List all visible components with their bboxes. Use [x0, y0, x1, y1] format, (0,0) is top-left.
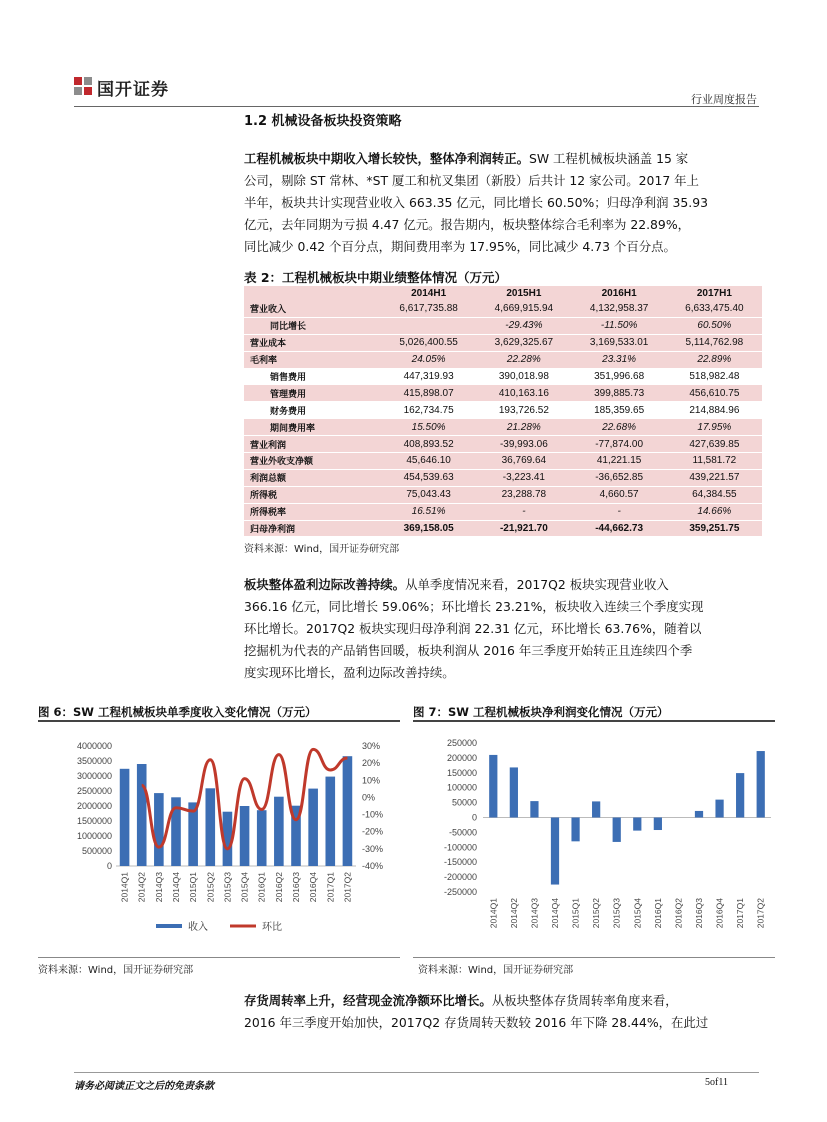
table-row — [244, 402, 762, 419]
table-cell: 193,726.52 — [476, 402, 571, 419]
table-row — [244, 520, 762, 537]
net-profit-bar — [592, 801, 600, 817]
y-right-tick-label: 20% — [362, 758, 381, 769]
report-type: 行业周度报告 — [691, 93, 757, 106]
table-cell: 23,288.78 — [476, 486, 571, 503]
y-left-tick-label: 2500000 — [76, 786, 112, 796]
table-row — [244, 453, 762, 470]
y-left-tick-label: 1000000 — [76, 831, 112, 841]
net-profit-bar — [695, 811, 703, 818]
table-header-cell: 2015H1 — [476, 286, 571, 301]
table-cell: 399,885.73 — [572, 385, 667, 402]
footer-rule — [74, 1072, 759, 1073]
net-profit-bar — [551, 818, 559, 885]
table-cell: 214,884.96 — [667, 402, 762, 419]
table-cell: 390,018.98 — [476, 368, 571, 385]
y-left-tick-label: 2000000 — [76, 801, 112, 811]
y-right-tick-label: 10% — [362, 775, 381, 786]
x-tick-label: 2014Q4 — [171, 872, 181, 903]
table-cell: 16.51% — [381, 503, 476, 520]
table-cell: 4,132,958.37 — [572, 301, 667, 317]
net-profit-bar — [633, 818, 641, 831]
table-cell: 410,163.16 — [476, 385, 571, 402]
table-cell: -29.43% — [476, 317, 571, 334]
table-cell: 454,539.63 — [381, 469, 476, 486]
y-left-tick-label: 0 — [106, 861, 112, 871]
paragraph-3-lead: 存货周转率上升，经营现金流净额环比增长。 — [244, 993, 492, 1008]
table-cell: 75,043.43 — [381, 486, 476, 503]
table-row-label: 管理费用 — [244, 385, 381, 402]
paragraph-2-line: 度实现环比增长，盈利边际改善持续。 — [244, 665, 455, 680]
y-right-tick-label: 0% — [362, 792, 376, 803]
x-tick-label: 2014Q2 — [136, 872, 147, 903]
table-cell: 351,996.68 — [572, 368, 667, 385]
table-cell: 185,359.65 — [572, 402, 667, 419]
table-cell: -77,874.00 — [572, 436, 667, 453]
paragraph-2-line: 环比增长。2017Q2 板块实现归母净利润 22.31 亿元，环比增长 63.76%，随着以 — [244, 621, 702, 636]
table-row-label: 营业成本 — [244, 334, 381, 351]
table-cell: 369,158.05 — [381, 520, 476, 537]
x-tick-label: 2016Q2 — [273, 872, 284, 903]
y-tick-label: -250000 — [443, 887, 477, 897]
y-tick-label: 250000 — [446, 738, 477, 748]
table-cell: 415,898.07 — [381, 385, 476, 402]
figure-6-caption: 图 6：SW 工程机械板块单季度收入变化情况（万元） — [38, 705, 317, 719]
table-cell: 22.28% — [476, 351, 571, 368]
brand-logo-icon — [74, 77, 92, 95]
page-number: 5of11 — [705, 1077, 728, 1088]
x-tick-label: 2015Q3 — [611, 898, 622, 929]
table-cell: 24.05% — [381, 351, 476, 368]
revenue-bar — [325, 777, 335, 866]
table-row — [244, 351, 762, 368]
y-tick-label: -200000 — [443, 872, 477, 883]
x-tick-label: 2014Q1 — [488, 898, 499, 929]
paragraph-2 — [244, 574, 764, 684]
table-cell: - — [476, 503, 571, 520]
table-cell: 60.50% — [667, 317, 762, 334]
x-tick-label: 2016Q3 — [694, 898, 704, 929]
net-profit-bar — [736, 773, 744, 817]
x-tick-label: 2014Q3 — [153, 872, 164, 903]
table-cell: 447,319.93 — [381, 368, 476, 385]
y-right-tick-label: -30% — [362, 843, 384, 854]
x-tick-label: 2016Q4 — [714, 898, 725, 929]
table-row-label: 归母净利润 — [244, 520, 381, 537]
net-profit-bar — [757, 751, 765, 817]
paragraph-3-line: 2016 年三季度开始加快，2017Q2 存货周转天数较 2016 年下降 28.44%，在此过 — [244, 1015, 709, 1030]
table-cell: 439,221.57 — [667, 469, 762, 486]
paragraph-3-line: 从板块整体存货周转率角度来看， — [491, 993, 678, 1008]
table-row — [244, 436, 762, 453]
table-cell: 5,026,400.55 — [381, 334, 476, 351]
paragraph-2-line: 从单季度情况来看，2017Q2 板块实现营业收入 — [405, 577, 669, 592]
table-row-label: 财务费用 — [244, 402, 381, 419]
legend-label-revenue: 收入 — [188, 922, 208, 933]
net-profit-bar — [489, 755, 497, 818]
revenue-bar — [343, 756, 353, 866]
x-tick-label: 2016Q1 — [652, 898, 663, 929]
table-row — [244, 301, 762, 317]
x-tick-label: 2015Q4 — [632, 898, 643, 929]
net-profit-bar — [571, 818, 579, 842]
revenue-bar — [274, 797, 284, 866]
x-tick-label: 2014Q2 — [508, 898, 519, 929]
table-cell: -11.50% — [572, 317, 667, 334]
table-cell: -36,652.85 — [572, 469, 667, 486]
table-row-label: 期间费用率 — [244, 419, 381, 436]
y-tick-label: -150000 — [443, 857, 477, 868]
table-cell: 427,639.85 — [667, 436, 762, 453]
table-cell: 3,629,325.67 — [476, 334, 571, 351]
paragraph-2-line: 挖掘机为代表的产品销售回暖，板块利润从 2016 年三季度开始转正且连续四个季 — [244, 643, 693, 658]
revenue-bar — [154, 793, 164, 866]
table-row-label: 同比增长 — [244, 317, 381, 334]
table-cell: 14.66% — [667, 503, 762, 520]
figure-6-chart — [38, 724, 400, 956]
table-row-label: 毛利率 — [244, 351, 381, 368]
table-header-cell: 2017H1 — [667, 286, 762, 301]
y-left-tick-label: 3000000 — [76, 771, 112, 781]
y-tick-label: 150000 — [446, 767, 477, 778]
y-tick-label: -100000 — [443, 842, 477, 853]
table-cell: 22.89% — [667, 351, 762, 368]
x-tick-label: 2015Q2 — [591, 898, 602, 929]
figure-7-chart — [413, 724, 775, 956]
table-cell: 4,660.57 — [572, 486, 667, 503]
legend-label-qoq: 环比 — [262, 922, 282, 933]
table-row-label: 销售费用 — [244, 368, 381, 385]
paragraph-1-line: 半年，板块共计实现营业收入 663.35 亿元，同比增长 60.50%；归母净利润 35.93 — [244, 195, 708, 210]
table-cell: 17.95% — [667, 419, 762, 436]
table-cell: -44,662.73 — [572, 520, 667, 537]
brand-name: 国开证券 — [97, 80, 169, 100]
table-row-label: 所得税 — [244, 486, 381, 503]
y-tick-label: 0 — [471, 812, 477, 823]
revenue-bar — [308, 789, 318, 866]
table-cell: 3,169,533.01 — [572, 334, 667, 351]
revenue-bar — [257, 810, 267, 866]
table-row-label: 所得税率 — [244, 503, 381, 520]
net-profit-bar — [654, 818, 662, 831]
net-profit-bar — [530, 801, 538, 817]
x-tick-label: 2015Q4 — [239, 872, 250, 903]
table-header-cell: 2016H1 — [572, 286, 667, 301]
table-cell: 23.31% — [572, 351, 667, 368]
x-tick-label: 2014Q4 — [550, 898, 560, 929]
table-row-label: 营业收入 — [244, 301, 381, 317]
header-rule — [74, 106, 759, 107]
y-right-tick-label: -20% — [362, 826, 384, 837]
x-tick-label: 2017Q1 — [325, 872, 336, 903]
x-tick-label: 2017Q2 — [755, 898, 766, 929]
table-cell: 359,251.75 — [667, 520, 762, 537]
table-row — [244, 334, 762, 351]
x-tick-label: 2017Q1 — [735, 898, 746, 929]
net-profit-bar — [510, 767, 518, 817]
table-row — [244, 486, 762, 503]
table-row — [244, 469, 762, 486]
table-cell: 45,646.10 — [381, 453, 476, 470]
table-caption: 表 2：工程机械板块中期业绩整体情况（万元） — [244, 270, 508, 285]
y-left-tick-label: 4000000 — [76, 741, 112, 751]
table-header-cell — [244, 286, 381, 301]
table-row — [244, 368, 762, 385]
x-tick-label: 2015Q1 — [188, 872, 199, 903]
table-row — [244, 385, 762, 402]
table-cell: 4,669,915.94 — [476, 301, 571, 317]
y-tick-label: 50000 — [451, 797, 477, 808]
table-cell: 6,633,475.40 — [667, 301, 762, 317]
x-tick-label: 2017Q2 — [342, 872, 353, 903]
financial-table — [244, 286, 762, 537]
net-profit-bar — [715, 800, 723, 818]
table-cell: -3,223.41 — [476, 469, 571, 486]
y-tick-label: -50000 — [448, 827, 477, 838]
section-title: 1.2 机械设备板块投资策略 — [244, 114, 402, 129]
paragraph-1 — [244, 148, 764, 258]
y-right-tick-label: -10% — [362, 809, 384, 820]
x-tick-label: 2016Q3 — [291, 872, 301, 903]
table-header-row — [244, 286, 762, 301]
figure-6-rule — [38, 720, 400, 722]
table-header-cell: 2014H1 — [381, 286, 476, 301]
figure-7-rule — [413, 720, 775, 722]
paragraph-1-line: 公司，剔除 ST 常林、*ST 厦工和杭叉集团（新股）后共计 12 家公司。2017 年上 — [244, 173, 699, 188]
table-cell: 6,617,735.88 — [381, 301, 476, 317]
table-cell: - — [572, 503, 667, 520]
table-cell: 41,221.15 — [572, 453, 667, 470]
paragraph-1-lead: 工程机械板块中期收入增长较快，整体净利润转正。 — [244, 151, 529, 166]
figure-6-bottom-rule — [38, 957, 400, 958]
x-tick-label: 2014Q3 — [529, 898, 540, 929]
table-cell: 64,384.55 — [667, 486, 762, 503]
revenue-bar — [137, 764, 147, 866]
table-cell: 22.68% — [572, 419, 667, 436]
x-tick-label: 2016Q2 — [673, 898, 684, 929]
table-row-label: 营业利润 — [244, 436, 381, 453]
table-cell: 15.50% — [381, 419, 476, 436]
table-cell: 518,982.48 — [667, 368, 762, 385]
table-cell — [381, 317, 476, 334]
paragraph-2-line: 366.16 亿元，同比增长 59.06%；环比增长 23.21%，板块收入连续三个季度实现 — [244, 599, 704, 614]
table-row — [244, 503, 762, 520]
paragraph-1-line: 同比减少 0.42 个百分点，期间费用率为 17.95%，同比减少 4.73 个百分点。 — [244, 239, 676, 254]
x-tick-label: 2015Q1 — [570, 898, 581, 929]
paragraph-1-line: SW 工程机械板块涵盖 15 家 — [528, 151, 689, 166]
x-tick-label: 2015Q2 — [205, 872, 216, 903]
x-tick-label: 2016Q1 — [256, 872, 267, 903]
revenue-bar — [205, 788, 215, 866]
y-left-tick-label: 1500000 — [76, 816, 112, 826]
y-tick-label: 200000 — [446, 752, 477, 763]
table-row — [244, 419, 762, 436]
table-cell: -21,921.70 — [476, 520, 571, 537]
y-right-tick-label: -40% — [362, 861, 384, 871]
revenue-bar — [120, 769, 130, 866]
figure-6-source: 资料来源：Wind，国开证券研究部 — [38, 965, 194, 976]
table-cell: 11,581.72 — [667, 453, 762, 470]
footer-disclaimer: 请务必阅读正文之后的免责条款 — [74, 1081, 214, 1092]
figure-7-source: 资料来源：Wind，国开证券研究部 — [418, 965, 574, 976]
table-row-label: 利润总额 — [244, 469, 381, 486]
table-cell: 21.28% — [476, 419, 571, 436]
y-left-tick-label: 3500000 — [76, 756, 112, 766]
table-cell: 36,769.64 — [476, 453, 571, 470]
figure-7-bottom-rule — [413, 957, 775, 958]
table-cell: 5,114,762.98 — [667, 334, 762, 351]
revenue-bar — [240, 806, 250, 866]
net-profit-bar — [613, 818, 621, 842]
y-tick-label: 100000 — [446, 782, 477, 793]
paragraph-2-lead: 板块整体盈利边际改善持续。 — [244, 577, 406, 592]
paragraph-1-line: 亿元，去年同期为亏损 4.47 亿元。报告期内，板块整体综合毛利率为 22.89%， — [244, 217, 690, 232]
table-cell: -39,993.06 — [476, 436, 571, 453]
table-cell: 162,734.75 — [381, 402, 476, 419]
table-row-label: 营业外收支净额 — [244, 453, 381, 470]
y-right-tick-label: 30% — [362, 741, 381, 751]
figure-7-caption: 图 7：SW 工程机械板块净利润变化情况（万元） — [413, 705, 669, 719]
table-source: 资料来源：Wind，国开证券研究部 — [244, 544, 400, 555]
x-tick-label: 2014Q1 — [119, 872, 130, 903]
x-tick-label: 2015Q3 — [222, 872, 233, 903]
legend-swatch-revenue — [156, 924, 182, 928]
table-cell: 456,610.75 — [667, 385, 762, 402]
table-row — [244, 317, 762, 334]
paragraph-3 — [244, 990, 764, 1034]
x-tick-label: 2016Q4 — [308, 872, 319, 903]
table-cell: 408,893.52 — [381, 436, 476, 453]
y-left-tick-label: 500000 — [81, 846, 112, 856]
